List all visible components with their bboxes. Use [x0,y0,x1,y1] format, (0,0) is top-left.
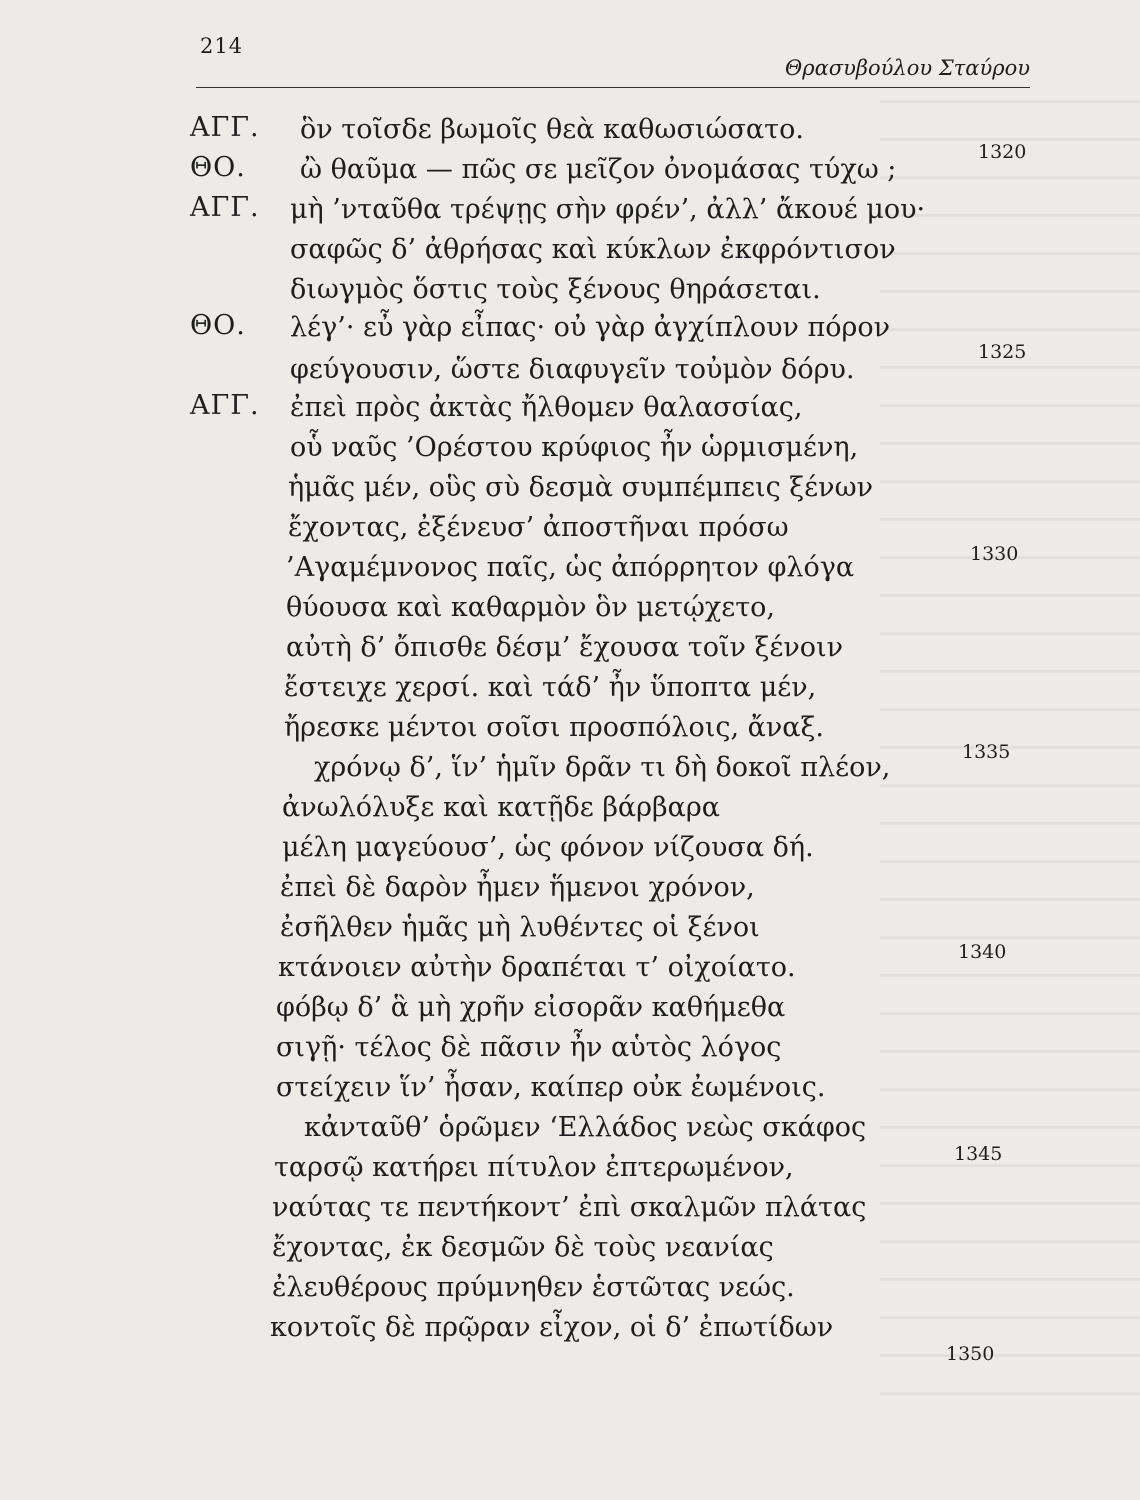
verse-line: σιγῇ· τέλος δὲ πᾶσιν ἦν αὑτὸς λόγος [276,1032,782,1063]
verse-line: ἐσῆλθεν ἡμᾶς μὴ λυθέντες οἱ ξένοι [280,912,760,943]
line-number: 1340 [958,941,1007,963]
line-number: 1330 [970,543,1019,565]
verse-line: διωγμὸς ὅστις τοὺς ξένους θηράσεται. [290,274,821,305]
verse-line: στείχειν ἵν’ ἦσαν, καίπερ οὐκ ἐωμένοις. [276,1072,826,1103]
line-number: 1320 [978,141,1027,163]
verse-line: ταρσῷ κατήρει πίτυλον ἐπτερωμένον, [274,1152,794,1183]
speaker-label: ΘΟ. [190,152,246,183]
verse-line: ἐπεὶ πρὸς ἀκτὰς ἤλθομεν θαλασσίας, [290,392,803,423]
line-number: 1350 [946,1343,995,1365]
speaker-label: ΑΓΓ. [190,112,260,143]
verse-line: αὐτὴ δ’ ὄπισθε δέσμ’ ἔχουσα τοῖν ξένοιν [286,632,844,663]
verse-line: φεύγουσιν, ὥστε διαφυγεῖν τοὐμὸν δόρυ. [290,354,855,385]
speaker-label: ΘΟ. [190,310,246,341]
verse-line: μὴ ’νταῦθα τρέψῃς σὴν φρέν’, ἀλλ’ ἄκουέ μου· [290,194,926,225]
verse-line: σαφῶς δ’ ἀθρήσας καὶ κύκλων ἐκφρόντισον [290,234,896,265]
verse-line: λέγ’· εὖ γὰρ εἶπας· οὐ γὰρ ἀγχίπλουν πόρον [290,312,891,343]
speaker-label: ΑΓΓ. [190,192,260,223]
verse-line: ἐπεὶ δὲ δαρὸν ἦμεν ἥμενοι χρόνον, [280,872,755,903]
header-rule [196,87,1030,88]
verse-line: ὃν τοῖσδε βωμοῖς θεὰ καθωσιώσατο. [300,114,804,145]
verse-line: ἐλευθέρους πρύμνηθεν ἑστῶτας νεώς. [272,1272,795,1303]
verse-line: ἤρεσκε μέντοι σοῖσι προσπόλοις, ἄναξ. [284,712,824,743]
page-number: 214 [200,34,244,58]
verse-line: φόβῳ δ’ ἃ μὴ χρῆν εἰσορᾶν καθήμεθα [276,992,786,1023]
verse-line: κοντοῖς δὲ πρῷραν εἶχον, οἱ δ’ ἐπωτίδων [270,1312,834,1343]
line-number: 1325 [978,341,1027,363]
verse-line: κἀνταῦθ’ ὁρῶμεν ‘Ελλάδος νεὼς σκάφος [304,1112,867,1143]
verse-line: ὢ θαῦμα — πῶς σε μεῖζον ὀνομάσας τύχω ; [300,154,897,185]
verse-line: θύουσα καὶ καθαρμὸν ὃν μετῴχετο, [286,592,775,623]
verse-line: οὗ ναῦς ’Ορέστου κρύφιος ἦν ὡρμισμένη, [290,432,859,463]
verse-line: ’Αγαμέμνονος παῖς, ὡς ἀπόρρητον φλόγα [286,552,855,583]
verse-line: μέλη μαγεύουσ’, ὡς φόνον νίζουσα δή. [282,832,814,863]
speaker-label: ΑΓΓ. [190,390,260,421]
verse-line: ἀνωλόλυξε καὶ κατῇδε βάρβαρα [282,792,720,823]
verse-line: κτάνοιεν αὐτὴν δραπέται τ’ οἰχοίατο. [278,952,796,983]
verse-line: ἔστειχε χερσί. καὶ τάδ’ ἦν ὕποπτα μέν, [284,672,817,703]
verse-line: ἡμᾶς μέν, οὓς σὺ δεσμὰ συμπέμπεις ξένων [288,472,874,503]
verse-line: χρόνῳ δ’, ἵν’ ἡμῖν δρᾶν τι δὴ δοκοῖ πλέον, [314,752,891,783]
running-title: Θρασυβούλου Σταύρου [785,56,1030,80]
line-number: 1345 [954,1143,1003,1165]
verse-line: ἔχοντας, ἐκ δεσμῶν δὲ τοὺς νεανίας [272,1232,774,1263]
verse-line: ἔχοντας, ἐξένευσ’ ἀποστῆναι πρόσω [288,512,789,543]
line-number: 1335 [962,741,1011,763]
verse-line: ναύτας τε πεντήκοντ’ ἐπὶ σκαλμῶν πλάτας [272,1192,867,1223]
